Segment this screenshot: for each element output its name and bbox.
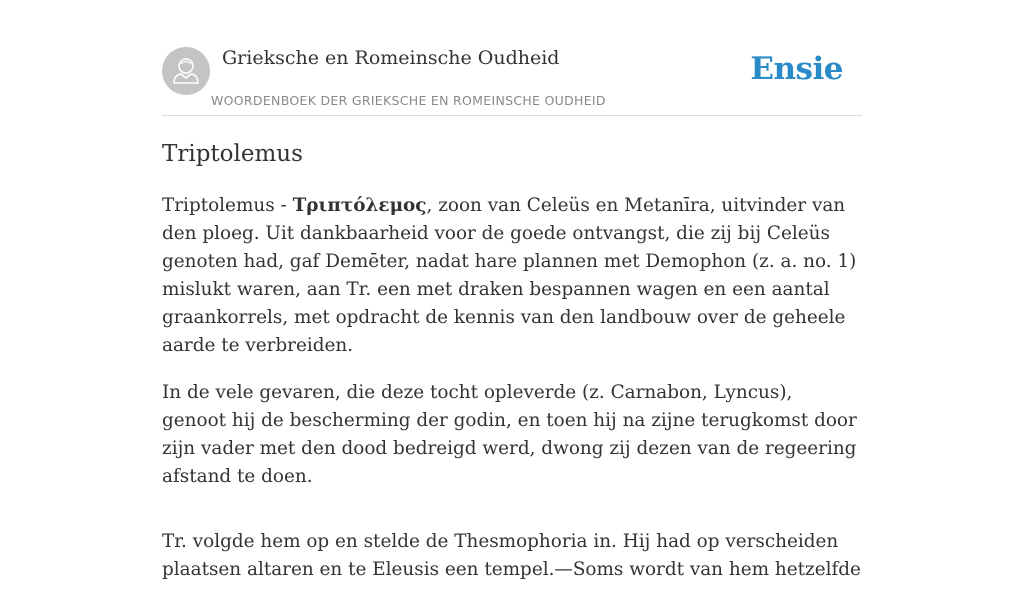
entry-page xyxy=(162,0,862,580)
greek-name: Τριπτόλεμος xyxy=(292,195,427,216)
paragraph-2: In de vele gevaren, die deze tocht opleverde (z. Carnabon, Lyncus), genoot hij de bescherming der godin, en toen hij na zijne terugkomst door zijn vader met den dood bedreigd werd, dwong zij dezen van de regeering afstand te doen. xyxy=(162,382,857,487)
paragraph-3: Tr. volgde hem op en stelde de Thesmophoria in. Hij had op verscheiden plaatsen altaren en te Eleusis een tempel.—Soms wordt van hem hetzelfde xyxy=(162,531,861,580)
source-subtitle: WOORDENBOEK DER GRIEKSCHE EN ROMEINSCHE OUDHEID xyxy=(211,93,606,108)
entry-title: Triptolemus xyxy=(162,141,303,167)
source-title[interactable]: Grieksche en Romeinsche Oudheid xyxy=(222,47,560,69)
source-header xyxy=(162,0,862,116)
user-icon xyxy=(162,47,210,95)
paragraph-1-rest: , zoon van Celeüs en Metanīra, uitvinder van den ploeg. Uit dankbaarheid voor de goede ontvangst, die zij bij Celeüs genoten had, gaf Demēter, nadat hare plannen met Demophon (z. a. no. 1) mislukt waren, aan Tr. een met draken bespannen wagen en een aantal graankorrels, met opdracht de kennis van den landbouw over de geheele aarde te verbreiden. xyxy=(162,195,857,356)
avatar[interactable] xyxy=(162,47,210,95)
paragraph-1 xyxy=(162,192,862,360)
brand-logo[interactable]: Ensie xyxy=(750,51,843,87)
entry-body xyxy=(162,192,862,603)
paragraph-1-lead: Triptolemus - xyxy=(162,195,293,216)
